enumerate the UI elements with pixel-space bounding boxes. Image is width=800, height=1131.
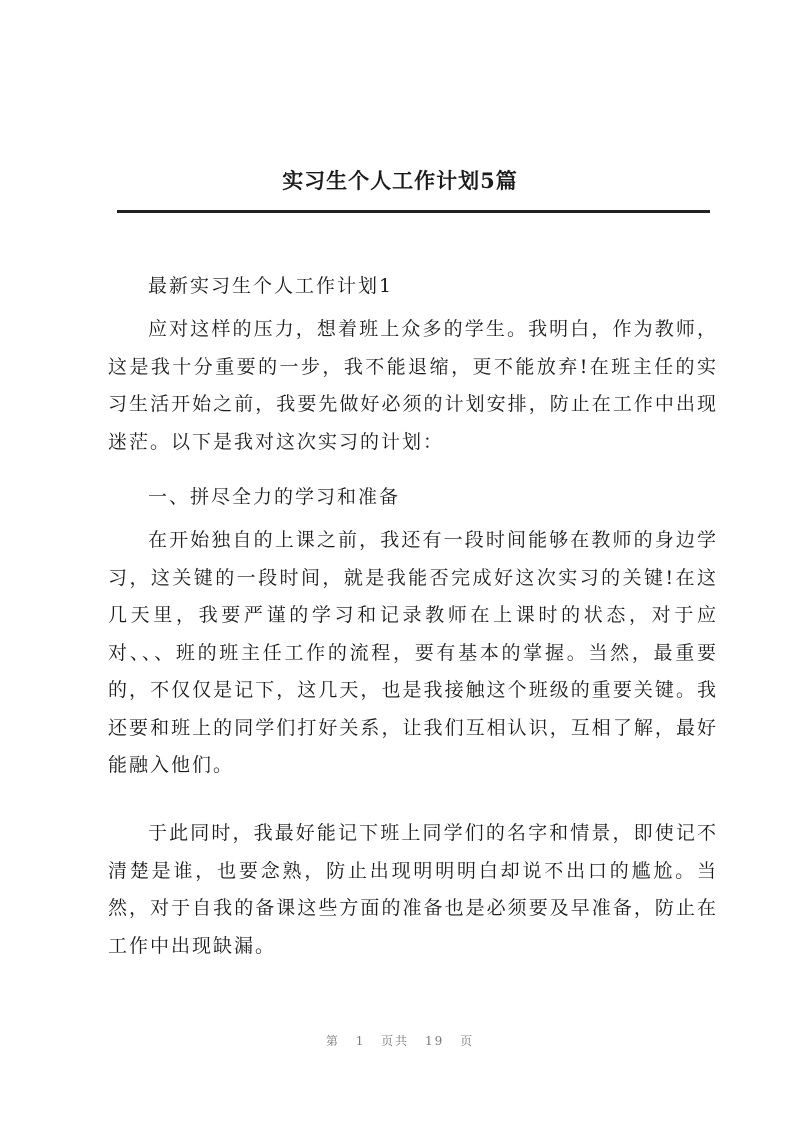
sub-heading: 一、拼尽全力的学习和准备 — [148, 486, 401, 508]
paragraph-1: 应对这样的压力，想着班上众多的学生。我明白，作为教师，这是我十分重要的一步，我不能退缩，更不能放弃!在班主任的实习生活开始之前，我要先做好必须的计划安排，防止在工作中出现迷茫。以下是我对这次实习的计划： — [108, 318, 718, 453]
title-underline — [117, 210, 710, 213]
page-footer: 第 1 页共 19 页 — [325, 1034, 475, 1048]
paragraph-3: 于此同时，我最好能记下班上同学们的名字和情景，即使记不清楚是谁，也要念熟，防止出现明明明白却说不出口的尴尬。当然，对于自我的备课这些方面的准备也是必须要及早准备，防止在工作中出现缺漏。 — [108, 822, 718, 957]
document-title: 实习生个人工作计划5篇 — [282, 168, 518, 193]
section-heading: 最新实习生个人工作计划1 — [148, 275, 394, 297]
paragraph-2: 在开始独自的上课之前，我还有一段时间能够在教师的身边学习，这关键的一段时间，就是我能否完成好这次实习的关键!在这几天里，我要严谨的学习和记录教师在上课时的状态，对于应对、、、班的班主任工作的流程，要有基本的掌握。当然，最重要的，不仅仅是记下，这几天，也是我接触这个班级的重要关键。我还要和班上的同学们打好关系，让我们互相认识，互相了解，最好能融入他们。 — [108, 529, 718, 776]
